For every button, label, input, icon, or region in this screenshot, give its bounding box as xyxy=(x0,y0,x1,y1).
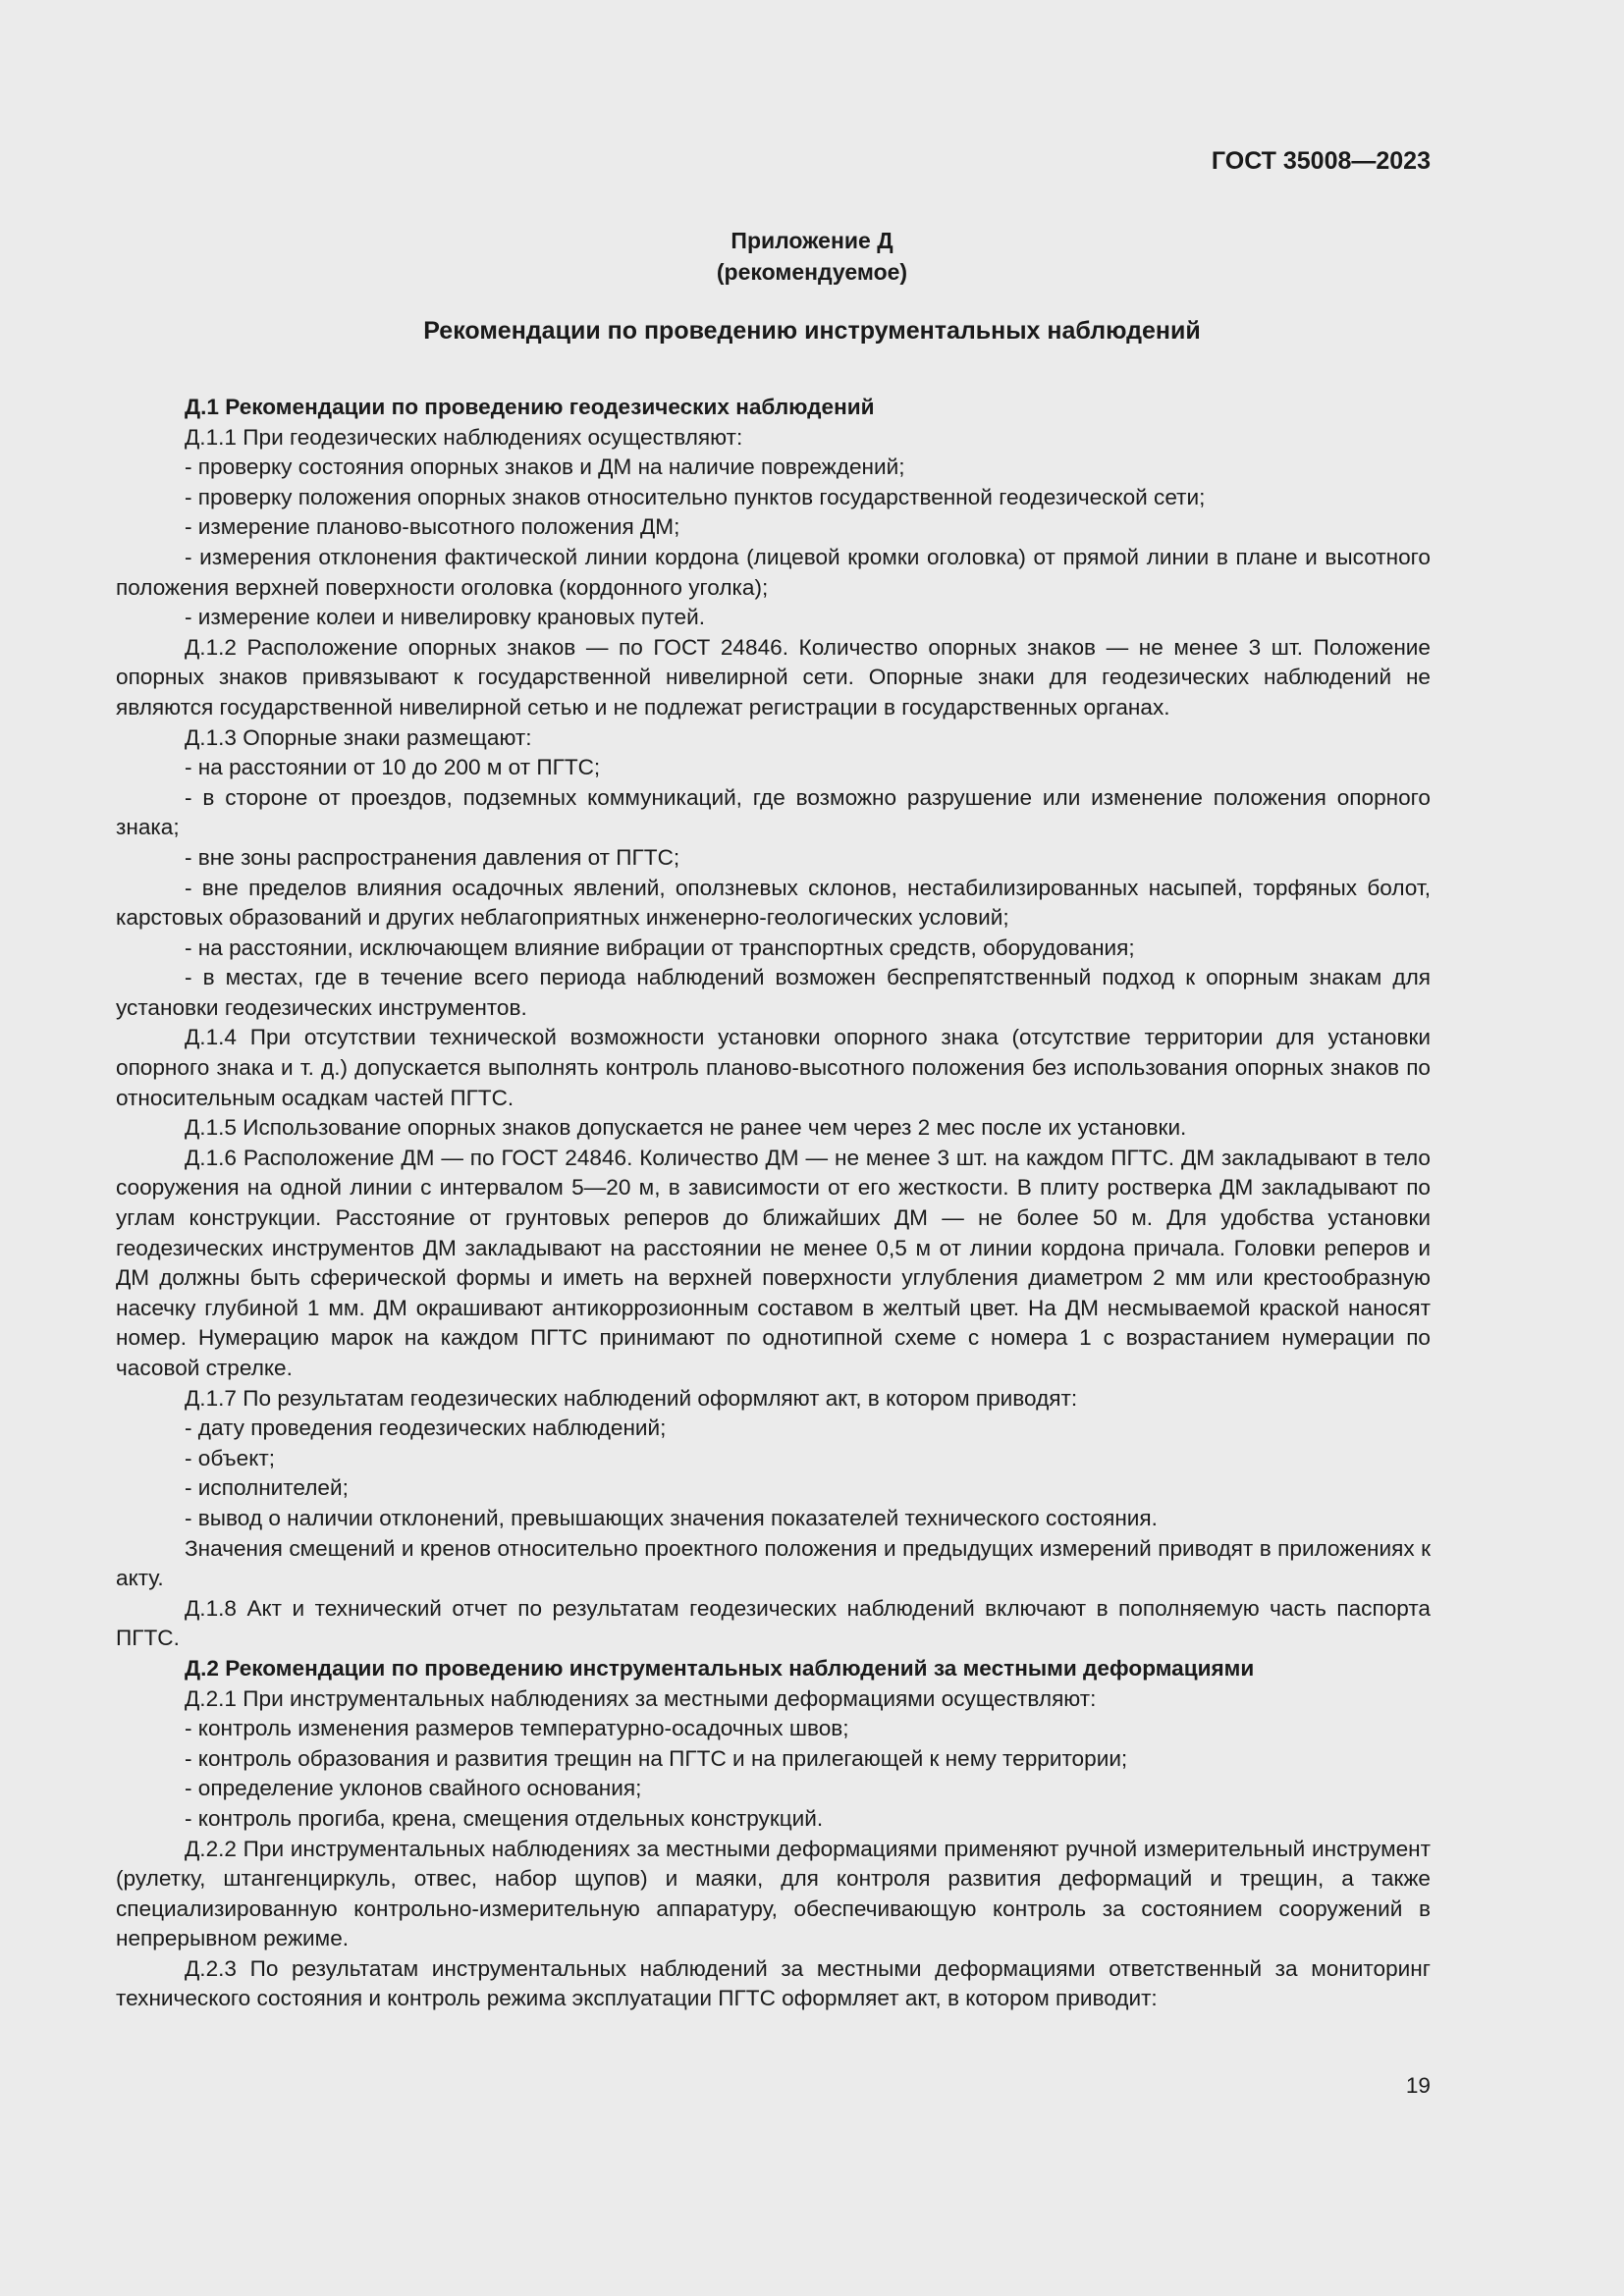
document-code: ГОСТ 35008—2023 xyxy=(1211,147,1431,175)
paragraph: Д.1.7 По результатам геодезических наблюдений оформляют акт, в котором приводят: xyxy=(185,1385,1078,1411)
list-item: - на расстоянии, исключающем влияние вибрации от транспортных средств, оборудования; xyxy=(185,934,1135,960)
list-item: - в стороне от проездов, подземных коммуникаций, где возможно разрушение или изменение положения опорного знака; xyxy=(116,784,1431,840)
paragraph: Д.1.8 Акт и технический отчет по результатам геодезических наблюдений включают в пополняемую часть паспорта ПГТС. xyxy=(116,1595,1431,1651)
list-item: - проверку положения опорных знаков относительно пунктов государственной геодезической сети; xyxy=(185,484,1206,509)
document-body xyxy=(116,393,1431,2014)
list-item: - в местах, где в течение всего периода наблюдений возможен беспрепятственный подход к опорным знакам для установки геодезических инструментов. xyxy=(116,965,1431,1020)
list-item: - измерения отклонения фактической линии кордона (лицевой кромки оголовка) от прямой линии в плане и высотного положения верхней поверхности оголовка (кордонного уголка); xyxy=(116,544,1431,600)
list-item: - измерение колеи и нивелировку крановых путей. xyxy=(185,605,705,630)
annex-status: (рекомендуемое) xyxy=(716,259,908,285)
paragraph: Д.1.6 Расположение ДМ — по ГОСТ 24846. Количество ДМ — не менее 3 шт. на каждом ПГТС. ДМ закладывают в тело сооружения на одной линии с интервалом 5—20 м, в зависимости от его жесткости. В плиту ростверка ДМ закладывают по углам конструкции. Расстояние от грунтовых реперов до ближайших ДМ — не более 50 м. Для удобства установки геодезических инструментов ДМ закладывают на расстоянии не менее 0,5 м от линии кордона причала. Головки реперов и ДМ должны быть сферической формы и иметь на верхней поверхности углубления диаметром 2 мм или крестообразную насечку глубиной 1 мм. ДМ окрашивают антикоррозионным составом в желтый цвет. На ДМ несмываемой краской наносят номер. Нумерацию марок на каждом ПГТС принимают по однотипной схеме с номера 1 с возрастанием нумерации по часовой стрелке. xyxy=(116,1145,1431,1380)
list-item: - на расстоянии от 10 до 200 м от ПГТС; xyxy=(185,755,601,780)
paragraph: Д.1.4 При отсутствии технической возможности установки опорного знака (отсутствие территории для установки опорного знака и т. д.) допускается выполнять контроль планово-высотного положения без использования опорных знаков по относительным осадкам частей ПГТС. xyxy=(116,1025,1431,1110)
section-d1-body xyxy=(116,423,1431,1654)
list-item: - контроль изменения размеров температурно-осадочных швов; xyxy=(185,1716,849,1741)
paragraph: Д.2.3 По результатам инструментальных наблюдений за местными деформациями ответственный за мониторинг технического состояния и контроль режима эксплуатации ПГТС оформляет акт, в котором приводит: xyxy=(116,1955,1431,2011)
list-item: - исполнителей; xyxy=(185,1475,349,1501)
paragraph: Д.2.2 При инструментальных наблюдениях за местными деформациями применяют ручной измерительный инструмент (рулетку, штангенциркуль, отвес, набор щупов) и маяки, для контроля развития деформаций и трещин, а также специализированную контрольно-измерительную аппаратуру, обеспечивающую контроль за состоянием сооружений в непрерывном режиме. xyxy=(116,1836,1431,1951)
list-item: - определение уклонов свайного основания; xyxy=(185,1776,642,1801)
annex-title: Приложение Д xyxy=(731,228,893,253)
list-item: - вне пределов влияния осадочных явлений, оползневых склонов, нестабилизированных насыпей, торфяных болот, карстовых образований и других неблагоприятных инженерно-геологических условий; xyxy=(116,875,1431,931)
list-item: - измерение планово-высотного положения ДМ; xyxy=(185,514,680,540)
section-d2-body xyxy=(116,1684,1431,2015)
paragraph: Д.1.1 При геодезических наблюдениях осуществляют: xyxy=(185,424,743,450)
list-item: - вывод о наличии отклонений, превышающих значения показателей технического состояния. xyxy=(185,1505,1158,1530)
paragraph: Д.1.2 Расположение опорных знаков — по ГОСТ 24846. Количество опорных знаков — не менее 3 шт. Положение опорных знаков привязывают к государственной нивелирной сети. Опорные знаки для геодезических наблюдений не являются государственной нивелирной сетью и не подлежат регистрации в государственных органах. xyxy=(116,634,1431,720)
paragraph: Д.1.3 Опорные знаки размещают: xyxy=(185,724,532,750)
paragraph: Д.1.5 Использование опорных знаков допускается не ранее чем через 2 мес после их установки. xyxy=(185,1115,1187,1141)
section-heading: Д.1 Рекомендации по проведению геодезических наблюдений xyxy=(185,395,875,419)
list-item: - контроль образования и развития трещин на ПГТС и на прилегающей к нему территории; xyxy=(185,1745,1128,1771)
list-item: - дату проведения геодезических наблюдений; xyxy=(185,1415,667,1441)
annex-main-title: Рекомендации по проведению инструментальных наблюдений xyxy=(423,317,1201,345)
paragraph: Значения смещений и кренов относительно проектного положения и предыдущих измерений приводят в приложениях к акту. xyxy=(116,1535,1431,1591)
list-item: - контроль прогиба, крена, смещения отдельных конструкций. xyxy=(185,1805,824,1831)
list-item: - проверку состояния опорных знаков и ДМ на наличие повреждений; xyxy=(185,454,905,480)
section-heading: Д.2 Рекомендации по проведению инструментальных наблюдений за местными деформациями xyxy=(185,1655,1255,1681)
list-item: - вне зоны распространения давления от ПГТС; xyxy=(185,844,680,870)
list-item: - объект; xyxy=(185,1445,276,1470)
page-number: 19 xyxy=(1405,2073,1431,2098)
paragraph: Д.2.1 При инструментальных наблюдениях за местными деформациями осуществляют: xyxy=(185,1685,1097,1711)
